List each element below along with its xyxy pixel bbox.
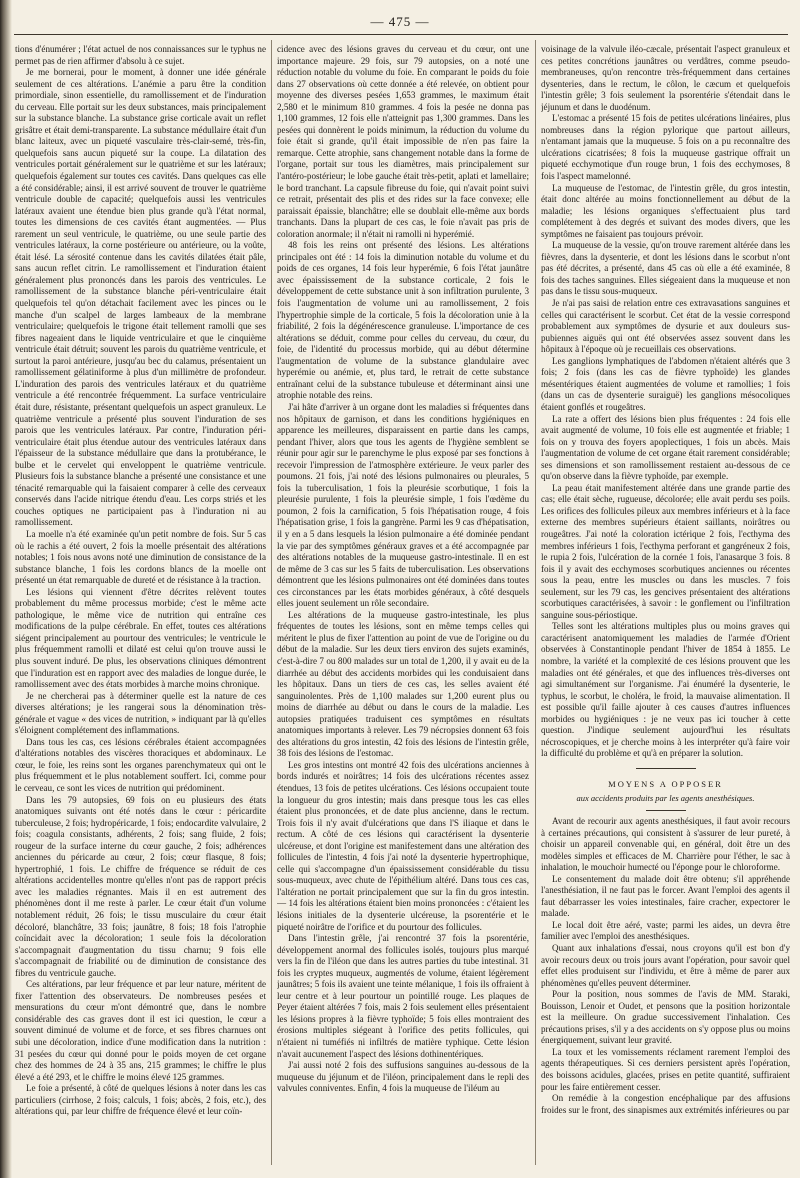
text-column-1 <box>15 44 266 1162</box>
page-number: — 475 — <box>370 14 430 29</box>
header-rule <box>14 34 788 35</box>
section-title: MOYENS A OPPOSER <box>608 778 723 789</box>
text-column-3 <box>541 44 790 1162</box>
paragraph: Le consentement du malade doit être obtenu; s'il appréhende l'anesthésiation, il ne faut pas le forcer. Avant l'emploi des agents il faut débarrasser les voies intestinales, faire cracher, expectorer le malade. <box>541 873 790 919</box>
paragraph: Je me bornerai, pour le moment, à donner une idée générale seulement de ces altérations. L'anémie a paru être la condition primordiale, sinon essentielle, du ramollissement et de l'induration du cerveau. Elle portait sur les deux substances, mais principalement sur la substance blanche. La substance grise corticale avait un reflet grisâtre et était demi-transparente. La substance médullaire était d'un blanc laiteux, avec un piqueté vasculaire très-clair-semé, très-fin, quelquefois sans aucun piqueté sur la coupe. La dilatation des ventricules portait généralement sur le quatrième et sur les latéraux; quelquefois également sur toutes ces cavités. Dans quelques cas elle a été considérable; ainsi, il est arrivé souvent de trouver le quatrième ventricule double de capacité; quelquefois aussi les ventricules latéraux avaient une étendue bien plus grande qu'à l'état normal, toutes les dimensions de ces cavités étant augmentées. — Plus rarement un seul ventricule, le quatrième, ou une seule partie des ventricules latéraux, la corne postérieure ou antérieure, ou la voûte, était lésé. La sérosité contenue dans les cavités dilatées était pâle, sans aucun reflet citrin. Le ramollissement et l'induration étaient généralement plus prononcés dans les parois des ventricules. Le ramollissement de la substance blanche péri-ventriculaire était quelquefois tel qu'on détachait facilement avec les pinces ou le manche d'un scalpel de larges lambeaux de la membrane ventriculaire; quelquefois le trigone était tellement ramolli que ses fibres nageaient dans le liquide ventriculaire et que le cinquième ventricule était détruit; souvent les parois du quatrième ventricule, et surtout la paroi antérieure, jusqu'au bec du calamus, présentaient un ramollissement gélatiniforme à plus d'un millimètre de profondeur. L'induration des parois des ventricules latéraux et du quatrième ventricule a été rencontrée fréquemment. La surface ventriculaire était dure, résistante, présentant quelquefois un aspect granuleux. Le quatrième ventricule a présenté plus souvent l'induration de ses parois que les ventricules latéraux. Par contre, l'induration péri-ventriculaire était plus étendue autour des ventricules latéraux dans l'épaisseur de la substance médullaire que dans la protubérance, le bulbe et le cervelet qui enveloppent le quatrième ventricule. Plusieurs fois la substance blanche a présenté une consistance et une ténacité remarquable qui la faisaient comparer à celle des cerveaux conservés dans l'acide nitrique étendu d'eau. Les corps striés et les couches optiques ne participaient pas à l'induration ni au ramollissement. <box>15 67 266 528</box>
paragraph: Les altérations de la muqueuse gastro-intestinale, les plus fréquentes de toutes les lésions, sont en même temps celles qui méritent le plus de fixer l'attention au point de vue de l'origine ou du début de la maladie. Sur les deux tiers environ des sujets examinés, c'est-à-dire 7 ou 800 malades sur un total de 1,200, il y avait eu de la diarrhée au début des accidents morbides qui les conduisaient dans les hôpitaux. Dans un tiers de ces cas, les selles avaient été sanguinolentes. Près de 1,100 malades sur 1,200 eurent plus ou moins de diarrhée au début ou dans le cours de la maladie. Les autopsies pratiquées traduisent ces symptômes en résultats anatomiques importants à relever. Les 79 nécropsies donnent 63 fois des altérations du gros intestin, 42 fois des lésions de l'intestin grêle, 38 fois des lésions de l'estomac. <box>277 609 529 759</box>
paragraph: cidence avec des lésions graves du cerveau et du cœur, ont une importance majeure. 29 fois, sur 79 autopsies, on a noté une réduction notable du volume du foie. En comparant le poids du foie dans 27 observations où cette donnée a été relevée, on obtient pour moyenne des diverses pesées 1,653 grammes, le maximum était 2,580 et le minimum 810 grammes. 4 fois la pesée ne donna pas 1,100 grammes, 12 fois elle n'atteignit pas 1,300 grammes. Dans les pesées qui donnèrent le poids minimum, la réduction du volume du foie était si grande, qu'il était impossible de n'en pas faire la remarque. Cette atrophie, sans changement notable dans la forme de l'organe, portait sur tous les diamètres, mais principalement sur l'antéro-postérieur; le lobe gauche était très-petit, aplati et lamellaire; le bord tranchant. La capsule fibreuse du foie, qui n'avait point suivi ce retrait, présentait des plis et des rides sur la face convexe; elle paraissait épaissie, blanchâtre; elle se doublait elle-même aux bords tranchants. Dans la plupart de ces cas, le foie n'avait pas pris de coloration anormale; il n'était ni ramolli ni hyperémié. <box>277 44 529 239</box>
paragraph: La toux et les vomissements réclament rarement l'emploi des agents thérapeutiques. Si ces derniers persistent après l'opération, des boissons acidules, glacées, prises en petite quantité, suffiraient pour les faire entièrement cesser. <box>541 1046 790 1092</box>
paragraph: Dans tous les cas, ces lésions cérébrales étaient accompagnées d'altérations notables des viscères thoraciques et abdominaux. Le cœur, le foie, les reins sont les organes parenchymateux qui ont le plus fréquemment et le plus notablement souffert. Ici, comme pour le cerveau, ce sont les vices de nutrition qui prédominent. <box>15 736 266 793</box>
paragraph: La peau était manifestement altérée dans une grande partie des cas; elle était sèche, rugueuse, décolorée; elle avait perdu ses poils. Les orifices des follicules pileux aux membres inférieurs et à la face externe des membres supérieurs étaient saillants, noirâtres ou rougeâtres. J'ai noté la coloration ictérique 2 fois, l'ecthyma des membres inférieurs 1 fois, l'ecthyma perforant et gangréneux 2 fois, le rupia 2 fois, l'ulcération de la cornée 1 fois, l'anasarque 3 fois. 8 fois il y avait des ecchymoses scorbutiques anciennes ou récentes sous la peau, entre les muscles ou dans les muscles. 7 fois seulement, sur les 79 cas, les gencives présentaient des altérations scorbutiques caractérisées, à savoir : le gonflement ou l'infiltration sanguine sous-périostique. <box>541 482 790 620</box>
paragraph: La rate a offert des lésions bien plus fréquentes : 24 fois elle avait augmenté de volume, 10 fois elle est augmentée et friable; 1 fois on y trouva des foyers apoplectiques, 1 fois un abcès. Mais l'augmentation de volume de cet organe était rarement considérable; ses dimensions et son ramollissement restaient au-dessous de ce qu'on observe dans la fièvre typhoïde, par exemple. <box>541 413 790 482</box>
paragraph: J'ai aussi noté 2 fois des suffusions sanguines au-dessous de la muqueuse du jéjunum et de l'iléon, principalement dans le repli des valvules conniventes. Enfin, 4 fois la muqueuse de l'iléum au <box>277 1060 529 1094</box>
paragraph: Le local doit être aéré, vaste; parmi les aides, un devra être familier avec l'emploi des anesthésiques. <box>541 919 790 942</box>
paragraph: J'ai hâte d'arriver à un organe dont les maladies si fréquentes dans nos hôpitaux de garnison, et dans les conditions hygiéniques en apparence les meilleures, disparaissent en partie dans les camps, pendant l'hiver, alors que tous les agents de l'hygiène semblent se réunir pour agir sur le parenchyme le plus exposé par ses fonctions à recevoir l'impression de l'atmosphère extérieure. Je veux parler des poumons. 21 fois, j'ai noté des lésions pulmonaires ou pleurales, 5 fois la tuberculisation, 1 fois la pleurésie scorbutique, 1 fois la pleurésie purulente, 1 fois la pleurésie simple, 1 fois l'œdème du poumon, 2 fois la carnification, 5 fois l'hépatisation rouge, 4 fois l'hépatisation grise, 1 fois la gangrène. Parmi les 9 cas d'hépatisation, il y en a 5 dans lesquels la lésion pulmonaire a été dominée pendant la vie par des symptômes généraux graves et a été accompagnée par des altérations notables de la muqueuse gastro-intestinale. Il en est de même de 3 cas sur les 5 faits de tuberculisation. Les observations démontrent que les lésions pulmonaires ont été dominées dans toutes ces circonstances par les états morbides généraux, à côté desquels elles jouent seulement un rôle secondaire. <box>277 401 529 609</box>
paragraph: Telles sont les altérations multiples plus ou moins graves qui caractérisent anatomiquement les maladies de l'armée d'Orient observées à Constantinople pendant l'hiver de 1854 à 1855. Le nombre, la variété et la complexité de ces lésions prouvent que les maladies ont été générales, et que des influences très-diverses ont agi simultanément sur l'organisme. J'ai énuméré la dysenterie, le typhus, le scorbut, le choléra, le froid, la mauvaise alimentation. Il est possible qu'il faille ajouter à ces causes d'autres influences morbides ou hygiéniques : je ne veux pas ici toucher à cette question. J'indique seulement aujourd'hui les résultats nécroscopiques, et je cherche moins à les interpréter qu'à faire voir la difficulté du problème et qu'à en préparer la solution. <box>541 621 790 759</box>
section-subtitle-rule <box>646 810 686 811</box>
paragraph: Je ne chercherai pas à déterminer quelle est la nature de ces diverses altérations; je les rangerai sous la dénomination très-générale et vague « des vices de nutrition, » indiquant par là qu'elles s'éloignent complétement des inflammations. <box>15 690 266 736</box>
paragraph: Avant de recourir aux agents anesthésiques, il faut avoir recours à certaines précautions, qui consistent à s'assurer de leur pureté, à choisir un appareil convenable qui, en général, doit être un des modèles simples et efficaces de M. Charrière pour l'éther, le sac à inhalation, le mouchoir humecté ou l'éponge pour le chloroforme. <box>541 816 790 873</box>
paragraph: tions d'énumérer ; l'état actuel de nos connaissances sur le typhus ne permet pas de rien affirmer d'absolu à ce sujet. <box>15 44 266 66</box>
paragraph: Je n'ai pas saisi de relation entre ces extravasations sanguines et celles qui caractérisent le scorbut. Cet état de la vessie correspond probablement aux symptômes de dysurie et aux douleurs sus-pubiennes aiguës qui ont été observées assez souvent dans les hôpitaux à l'époque où je recueillais ces observations. <box>541 298 790 355</box>
paragraph: Les ganglions lymphatiques de l'abdomen n'étaient altérés que 3 fois; 2 fois (dans les cas de fièvre typhoïde) les glandes mésentériques étaient augmentées de volume et ramollies; 1 fois (dans un cas de dysenterie suraiguë) les ganglions mésocoliques étaient gonflés et rougeâtres. <box>541 355 790 412</box>
paragraph: Pour la position, nous sommes de l'avis de MM. Staraki, Bouisson, Lenoir et Oudet, et pensons que la position horizontale est la meilleure. On gradue successivement l'inhalation. Ces précautions prises, s'il y a des accidents on s'y oppose plus ou moins énergiquement, suivant leur gravité. <box>541 989 790 1046</box>
paragraph: Ces altérations, par leur fréquence et par leur nature, méritent de fixer l'attention des observateurs. De nombreuses pesées et mensurations du cœur m'ont démontré que, dans le nombre considérable des cas graves dont il est ici question, le cœur a souvent diminué de volume et de force, et ses fibres charnues ont subi une décoloration, indice d'une modification dans la nutrition : 31 pesées du cœur qui donné pour le poids moyen de cet organe chez des hommes de 24 à 35 ans, 215 grammes; le chiffre le plus élevé a été 293, et le chiffre le moins élevé 125 grammes. <box>15 979 266 1082</box>
paragraph: La muqueuse de l'estomac, de l'intestin grêle, du gros intestin, était donc altérée au moins fonctionnellement au début de la maladie; les lésions organiques s'effectuaient plus tard complétement à des degrés et suivant des modes divers, que les symptômes ne faisaient pas toujours prévoir. <box>541 182 790 239</box>
paragraph: On remédie à la congestion encéphalique par des affusions froides sur le front, des sinapismes aux extrémités inférieures ou par <box>541 1093 790 1115</box>
paragraph: La moelle n'a été examinée qu'un petit nombre de fois. Sur 5 cas où le rachis a été ouvert, 2 fois la moelle présentait des altérations notables; 1 fois nous avons noté une diminution de consistance de la substance blanche, 1 fois les cordons blancs de la moelle ont présenté un état remarquable de dureté et de résistance à la traction. <box>15 528 266 586</box>
paragraph: L'estomac a présenté 15 fois de petites ulcérations linéaires, plus nombreuses dans la région pylorique que partout ailleurs, n'entamant jamais que la muqueuse. 5 fois on a pu reconnaître des ulcérations cicatrisées; 8 fois la muqueuse gastrique offrait un piqueté ecchymotique d'un rouge brun, 1 fois des ecchymoses, 8 fois l'aspect mamelonné. <box>541 113 790 182</box>
paragraph: Les lésions qui viennent d'être décrites relèvent toutes probablement du même processus morbide; c'est le même acte pathologique, le même vice de nutrition qui entraîne ces modifications de la pulpe cérébrale. En effet, toutes ces altérations siégent principalement au pourtour des ventricules; le ventricule le plus fréquemment ramolli et dilaté est celui qu'on trouve aussi le plus souvent induré. De plus, les observations cliniques démontrent que l'induration est en rapport avec des maladies de longue durée, le ramollissement avec des états morbides à marche moins chronique. <box>15 586 266 690</box>
paragraph: Dans les 79 autopsies, 69 fois on eu plusieurs des états anatomiques suivants ont été notés dans le cœur : péricardite tuberculeuse, 2 fois; hydropéricarde, 1 fois; endocardite valvulaire, 2 fois; coagula consistants, adhérents, 2 fois; sang fluide, 2 fois; rougeur de la surface interne du cœur gauche, 2 fois; adhérences anciennes du péricarde au cœur, 2 fois; cœur flasque, 8 fois; hypertrophié, 1 fois. Le chiffre de fréquence se réduit de ces altérations accidentelles montre qu'elles n'ont pas de rapport précis avec les maladies régnantes. Mais il en est autrement des phénomènes dont il me reste à parler. Le cœur était d'un volume notablement réduit, 26 fois; le tissu musculaire du cœur était décoloré, blanchâtre, 33 fois; jaunâtre, 8 fois; 18 fois l'atrophie coïncidait avec la décoloration; 1 seule fois la décoloration s'accompagnait d'augmentation du tissu charnu; 9 fois elle s'accompagnait de friabilité ou de diminution de consistance des fibres du ventricule gauche. <box>15 794 266 978</box>
paragraph: Le foie a présenté, à côté de quelques lésions à noter dans les cas particuliers (cirrhose, 2 fois; calculs, 1 fois; abcès, 2 fois, etc.), des altérations qui, par leur chiffre de fréquence élevé et leur coïn- <box>15 1083 266 1117</box>
paragraph: voisinage de la valvule iléo-cæcale, présentait l'aspect granuleux et ces petites concrétions jaunâtres ou verdâtres, comme pseudo-membraneuses, qu'on rencontre très-fréquemment dans certaines dysenteries, dans le rectum, le côlon, le cæcum et quelquefois l'intestin grêle; 3 fois seulement la psorentérie s'étendait dans le jéjunum et dans le duodénum. <box>541 44 790 112</box>
column-divider <box>535 40 536 1165</box>
paragraph: Les gros intestins ont montré 42 fois des ulcérations anciennes à bords indurés et noirâtres; 14 fois des ulcérations récentes assez étendues, 13 fois de petites ulcérations. Ces lésions occupaient toute la longueur du gros intestin; mais dans presque tous les cas elles étaient plus prononcées, et de date plus ancienne, dans le rectum. Trois fois il n'y avait d'ulcérations que dans l'S iliaque et dans le rectum. A côté de ces lésions qui caractérisent la dysenterie ulcéreuse, et dont l'origine est manifestement dans une altération des follicules de l'intestin, 4 fois j'ai noté la dysenterie hypertrophique, celle qui s'accompagne d'un épaississement considérable du tissu sous-muqueux, avec chute de l'épithélium altéré. Dans tous ces cas, l'altération ne portait principalement que sur la fin du gros intestin. — 14 fois les altérations étaient bien moins prononcées : c'étaient les lésions initiales de la dysenterie ulcéreuse, la psorentérie et le piqueté noirâtre de l'orifice et du pourtour des follicules. <box>277 759 529 932</box>
paragraph: Quant aux inhalations d'essai, nous croyons qu'il est bon d'y avoir recours deux ou trois jours avant l'opération, pour savoir quel effet elles produisent sur l'individu, et être à même de parer aux phénomènes qu'elles peuvent déterminer. <box>541 943 790 988</box>
section-rule <box>636 768 696 769</box>
text-column-2 <box>277 44 529 1162</box>
binding-gutter <box>0 0 12 1178</box>
paragraph: La muqueuse de la vessie, qu'on trouve rarement altérée dans les fièvres, dans la dysenterie, et dont les lésions dans le scorbut n'ont pas été décrites, a présenté, dans 45 cas où elle a été examinée, 8 fois des taches sanguines. Elles siégeaient dans la muqueuse et non pas dans le tissu sous-muqueux. <box>541 240 790 297</box>
section-subtitle: aux accidents produits par les agents anesthésiques. <box>576 793 755 804</box>
column-divider <box>271 40 272 1165</box>
paragraph: 48 fois les reins ont présenté des lésions. Les altérations principales ont été : 14 fois la diminution notable du volume et du poids de ces organes, 14 fois leur hyperémie, 6 fois l'état jaunâtre avec épaississement de la substance corticale, 2 fois le développement de cette substance unit à son infiltration purulente, 3 fois l'augmentation de volume uni au ramollissement, 2 fois l'hypertrophie simple de la corticale, 5 fois la décoloration unie à la friabilité, 2 fois la dégénérescence granuleuse. L'importance de ces altérations se déduit, comme pour celles du cerveau, du cœur, du foie, de l'identité du processus morbide, qui au début détermine l'augmentation de volume de la substance glandulaire avec hyperémie ou anémie, et, plus tard, le retrait de cette substance entraînant celui de la substance tubuleuse et déterminant ainsi une atrophie notable des reins. <box>277 240 529 401</box>
paragraph: Dans l'intestin grêle, j'ai rencontré 37 fois la psorentérie, développement anormal des follicules isolés, toujours plus marqué vers la fin de l'iléon que dans les autres parties du tube intestinal. 31 fois les cryptes muqueux, augmentés de volume, étaient légèrement jaunâtres; 5 fois ils avaient une teinte mélanique, 1 fois ils offraient à leur centre et à leur pourtour un pointillé rouge. Les plaques de Peyer étaient altérées 7 fois, mais 2 fois seulement elles présentaient les lésions propres à la fièvre typhoïde; 5 fois elles montraient des érosions multiples siégeant à l'orifice des petits follicules, qui n'étaient ni tuméfiés ni infiltrés de matière typhique. Cette lésion n'avait aucunement l'aspect des lésions dothinentériques. <box>277 933 529 1059</box>
